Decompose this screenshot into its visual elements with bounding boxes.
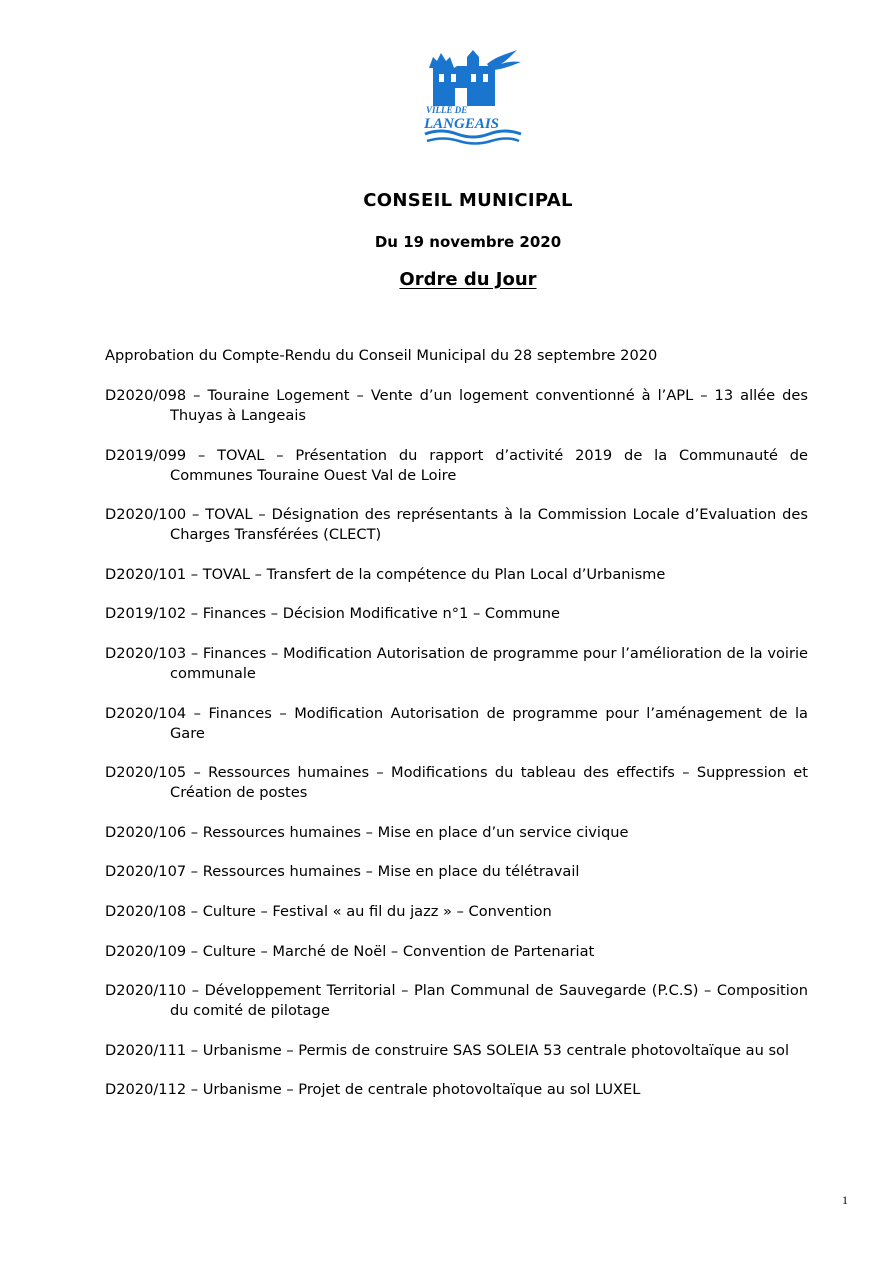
agenda-item: D2020/103 – Finances – Modification Autorisation de programme pour l’amélioration de la voirie communale xyxy=(105,644,808,682)
svg-text:LANGEAIS: LANGEAIS xyxy=(424,116,500,132)
agenda-item: D2020/100 – TOVAL – Désignation des représentants à la Commission Locale d’Evaluation des Charges Transférées (CLECT) xyxy=(105,506,808,544)
svg-text:VILLE DE: VILLE DE xyxy=(426,105,468,115)
meeting-date: Du 19 novembre 2020 xyxy=(374,233,562,251)
agenda-item: D2020/112 – Urbanisme – Projet de centrale photovoltaïque au sol LUXEL xyxy=(105,1081,641,1099)
agenda-item: D2020/109 – Culture – Marché de Noël – Convention de Partenariat xyxy=(105,942,595,960)
agenda-item: D2019/099 – TOVAL – Présentation du rapport d’activité 2019 de la Communauté de Communes Touraine Ouest Val de Loire xyxy=(105,446,808,484)
document-title: CONSEIL MUNICIPAL xyxy=(363,190,573,211)
agenda-list xyxy=(105,346,808,1120)
agenda-item: D2020/107 – Ressources humaines – Mise en place du télétravail xyxy=(105,863,580,881)
agenda-item: D2020/105 – Ressources humaines – Modifications du tableau des effectifs – Suppression et Création de postes xyxy=(105,764,808,802)
agenda-item: D2020/098 – Touraine Logement – Vente d’un logement conventionné à l’APL – 13 allée des Thuyas à Langeais xyxy=(105,387,808,424)
agenda-item: D2020/101 – TOVAL – Transfert de la compétence du Plan Local d’Urbanisme xyxy=(105,565,666,583)
page-number: 1 xyxy=(842,1193,848,1207)
agenda-item: D2020/104 – Finances – Modification Autorisation de programme pour l’aménagement de la Gare xyxy=(105,704,808,742)
agenda-item: D2020/110 – Développement Territorial – Plan Communal de Sauvegarde (P.C.S) – Composition du comité de pilotage xyxy=(105,982,808,1020)
agenda-item: D2019/102 – Finances – Décision Modificative n°1 – Commune xyxy=(105,605,560,623)
agenda-heading: Ordre du Jour xyxy=(399,269,537,290)
agenda-item: D2020/106 – Ressources humaines – Mise en place d’un service civique xyxy=(105,823,629,841)
agenda-item: D2020/108 – Culture – Festival « au fil du jazz » – Convention xyxy=(105,902,552,920)
ville-de-langeais-logo xyxy=(421,44,525,148)
agenda-item: D2020/111 – Urbanisme – Permis de construire SAS SOLEIA 53 centrale photovoltaïque au sol xyxy=(105,1041,790,1059)
approval-item: Approbation du Compte-Rendu du Conseil Municipal du 28 septembre 2020 xyxy=(105,347,658,364)
